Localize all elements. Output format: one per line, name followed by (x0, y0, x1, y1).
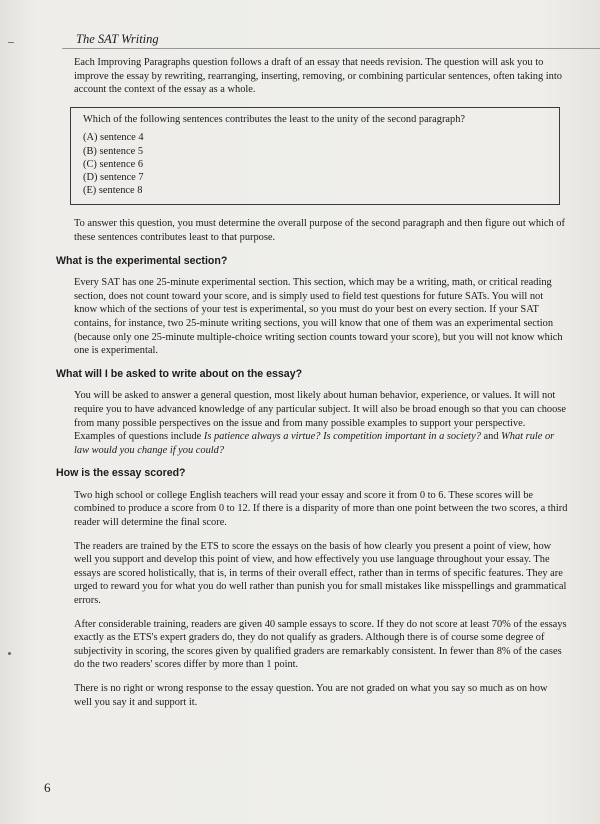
section-heading: What will I be asked to write about on the essay? (56, 367, 303, 380)
section-heading: What is the experimental section? (56, 254, 228, 267)
example-question: Is competition important in a society? (323, 431, 481, 443)
text-run: You will be asked to answer a general question, most likely about human behavior, experience, or values. It will not require you to have advanced knowledge of any particular subject. It will also be broad enough so that you can choose from many possible perspectives on the issue and from many possible examples to support your perspective. Examples of questions include (74, 390, 566, 443)
answer-choice: (B) sentence 5 (83, 145, 144, 157)
answer-choices (83, 131, 549, 197)
body-paragraph: There is no right or wrong response to the essay question. You are not graded on what you say so much as on how well you say it and support it. (74, 683, 548, 708)
body-paragraph: After considerable training, readers are given 40 sample essays to score. If they do not score at least 70% of the essays exactly as the ETS's expert graders do, they do not qualify as graders. Although there is of course some degree of subjectivity in scoring, the scores given by qualified graders are remarkably consistent. In fewer than 8% of the cases do the two readers' scores differ by more than 1 point. (74, 618, 567, 671)
page-body (56, 56, 568, 719)
body-paragraph (56, 389, 568, 457)
example-question: What rule or law would you change if you could? (74, 431, 555, 456)
running-head: The SAT Writing (76, 32, 159, 46)
header-rule (62, 48, 600, 49)
answer-choice: (A) sentence 4 (83, 132, 144, 144)
body-paragraph: Every SAT has one 25-minute experimental section. This section, which may be a writing, math, or critical reading section, does not count toward your score, and is simply used to field test questions for future SATs. You will not know which of the sections of your test is experimental, so you must do your best on every section. If your SAT contains, for instance, two 25-minute writing sections, you will know that one of them was an experimental section (because only one 25-minute multiple-choice writing section counts toward your score), but you will not know which one is experimental. (74, 277, 563, 357)
section-heading: How is the essay scored? (56, 467, 186, 480)
after-box-paragraph: To answer this question, you must determine the overall purpose of the second paragraph and then figure out which of these sentences contributes least to that purpose. (74, 218, 565, 243)
text-run: and (480, 431, 502, 443)
question-stem: Which of the following sentences contributes the least to the unity of the second paragraph? (83, 113, 466, 125)
body-paragraph: Two high school or college English teachers will read your essay and score it from 0 to 6. These scores will be combined to produce a score from 0 to 12. If there is a disparity of more than one point between the two scores, a third reader will determine the final score. (74, 489, 568, 529)
sample-question-box (70, 107, 560, 206)
example-question: Is patience always a virtue? (203, 431, 321, 443)
answer-choice: (C) sentence 6 (83, 158, 144, 170)
margin-dot (8, 652, 11, 655)
margin-mark (8, 42, 14, 43)
page-number: 6 (44, 780, 51, 795)
intro-paragraph: Each Improving Paragraphs question follows a draft of an essay that needs revision. The question will ask you to improve the essay by rewriting, rearranging, inserting, removing, or combining particular sentences, often taking into account the context of the essay as a whole. (74, 57, 562, 96)
body-paragraph: The readers are trained by the ETS to score the essays on the basis of how clearly you present a point of view, how well you support and develop this point of view, and how effectively you use language throughout your essay. The essays are scored holistically, that is, in terms of their overall effect, rather than in terms of specific features. They are urged to reward you for what you do well rather than punish you for small mistakes like misspellings and grammatical errors. (74, 540, 567, 607)
answer-choice: (E) sentence 8 (83, 185, 143, 197)
answer-choice: (D) sentence 7 (83, 171, 144, 183)
